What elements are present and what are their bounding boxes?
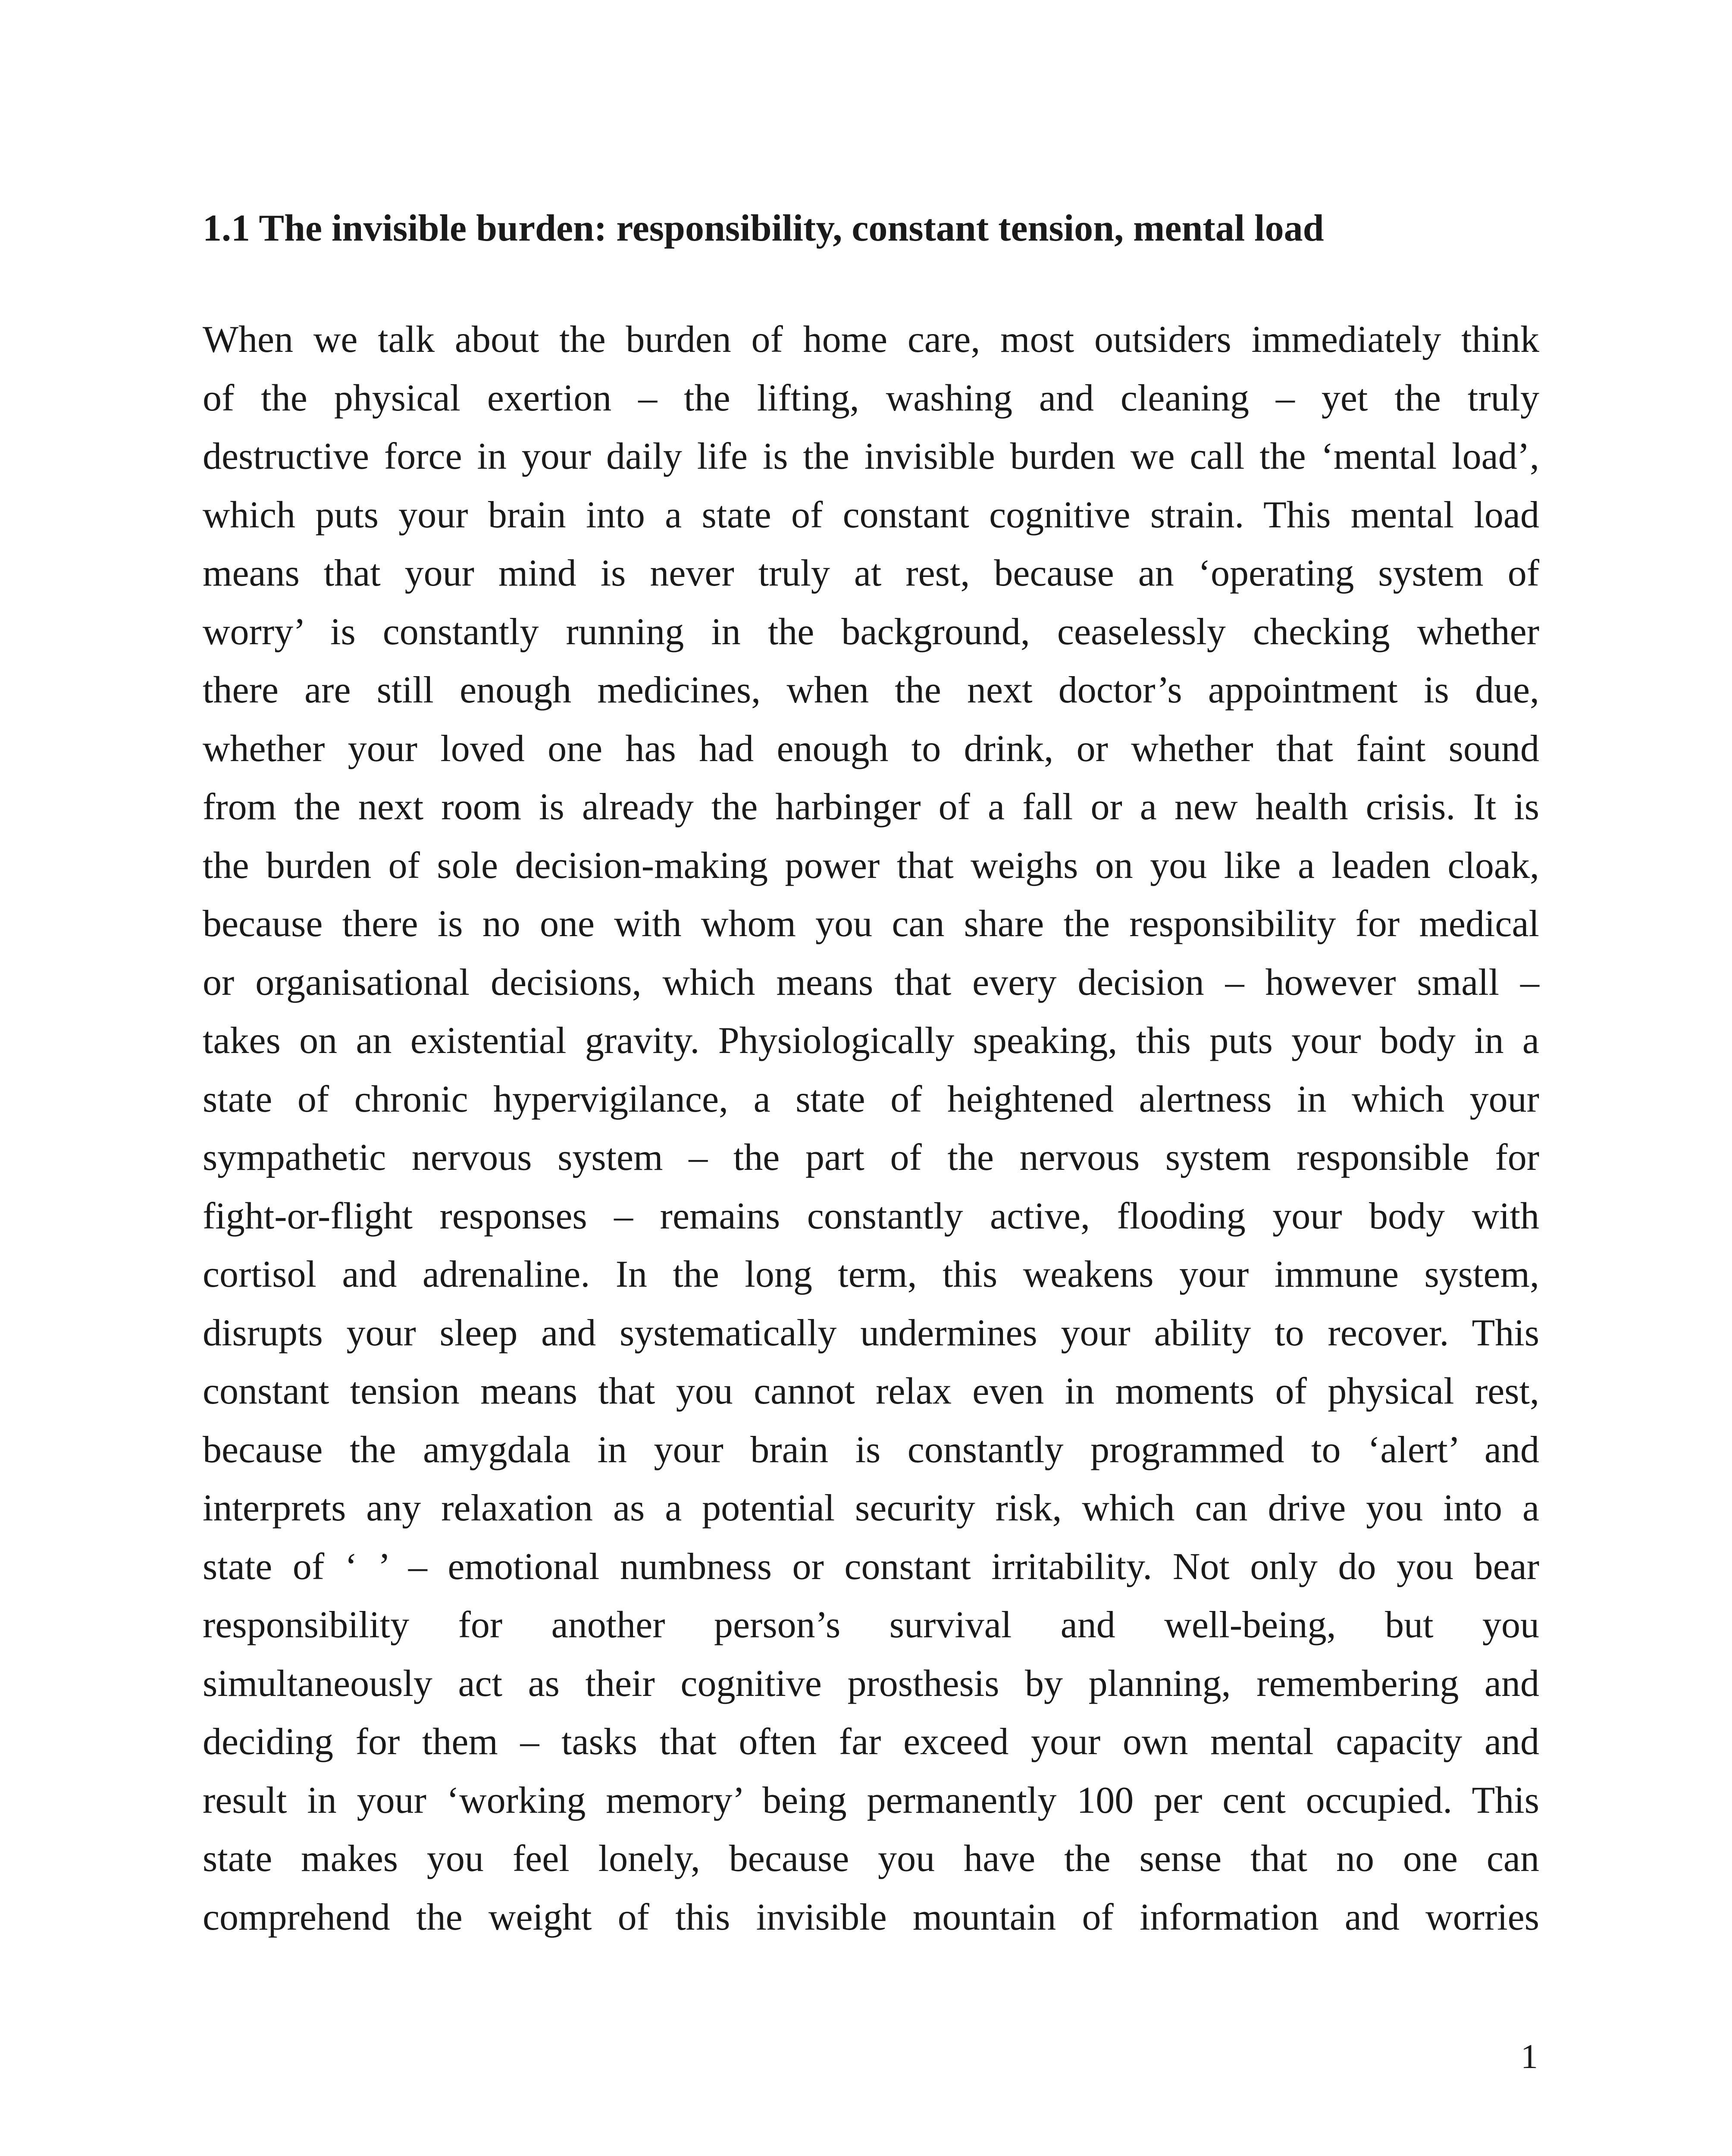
paragraph-line: cortisol and adrenaline. In the long term, this weakens your immune system, bbox=[203, 1253, 1539, 1295]
paragraph-line: constant tension means that you cannot relax even in moments of physical rest, bbox=[203, 1370, 1539, 1412]
paragraph-line: deciding for them – tasks that often far exceed your own mental capacity and bbox=[203, 1721, 1539, 1763]
paragraph-line: state of ‘ ’ – emotional numbness or constant irritability. Not only do you bear bbox=[203, 1545, 1539, 1588]
paragraph-line: responsibility for another person’s survival and well-being, but you bbox=[203, 1604, 1539, 1646]
paragraph-line: fight-or-flight responses – remains constantly active, flooding your body with bbox=[203, 1195, 1539, 1237]
paragraph-line: means that your mind is never truly at rest, because an ‘operating system of bbox=[203, 552, 1539, 594]
paragraph-line: or organisational decisions, which means that every decision – however small – bbox=[203, 961, 1539, 1003]
paragraph-line: because the amygdala in your brain is constantly programmed to ‘alert’ and bbox=[203, 1429, 1539, 1471]
paragraph-line: there are still enough medicines, when the next doctor’s appointment is due, bbox=[203, 669, 1539, 711]
paragraph-line: from the next room is already the harbinger of a fall or a new health crisis. It is bbox=[203, 786, 1539, 828]
paragraph-line: simultaneously act as their cognitive prosthesis by planning, remembering and bbox=[203, 1662, 1539, 1705]
paragraph-line: which puts your brain into a state of constant cognitive strain. This mental load bbox=[203, 494, 1539, 536]
page-number: 1 bbox=[1521, 2038, 1538, 2076]
paragraph-line: worry’ is constantly running in the background, ceaselessly checking whether bbox=[203, 611, 1539, 653]
paragraph-line: because there is no one with whom you can share the responsibility for medical bbox=[203, 903, 1539, 945]
paragraph-line: whether your loved one has had enough to drink, or whether that faint sound bbox=[203, 727, 1539, 770]
paragraph-line: interprets any relaxation as a potential security risk, which can drive you into a bbox=[203, 1487, 1539, 1529]
paragraph-line: disrupts your sleep and systematically undermines your ability to recover. This bbox=[203, 1312, 1539, 1354]
paragraph-line: state makes you feel lonely, because you have the sense that no one can bbox=[203, 1838, 1539, 1880]
paragraph-line: takes on an existential gravity. Physiologically speaking, this puts your body in a bbox=[203, 1020, 1539, 1062]
paragraph-line: sympathetic nervous system – the part of the nervous system responsible for bbox=[203, 1137, 1539, 1178]
paragraph-line: of the physical exertion – the lifting, washing and cleaning – yet the truly bbox=[203, 377, 1539, 419]
paragraph-line: the burden of sole decision-making power that weighs on you like a leaden cloak, bbox=[203, 844, 1539, 887]
paragraph-line: state of chronic hypervigilance, a state of heightened alertness in which your bbox=[203, 1078, 1539, 1120]
paragraph-line: result in your ‘working memory’ being permanently 100 per cent occupied. This bbox=[203, 1779, 1539, 1821]
section-heading: 1.1 The invisible burden: responsibility, constant tension, mental load bbox=[203, 207, 1324, 249]
paragraph-line: comprehend the weight of this invisible mountain of information and worries bbox=[203, 1896, 1539, 1938]
paragraph-line: destructive force in your daily life is the invisible burden we call the ‘mental load’, bbox=[203, 436, 1539, 477]
paragraph-line: When we talk about the burden of home care, most outsiders immediately think bbox=[203, 319, 1539, 360]
body-paragraph bbox=[203, 310, 1539, 1946]
